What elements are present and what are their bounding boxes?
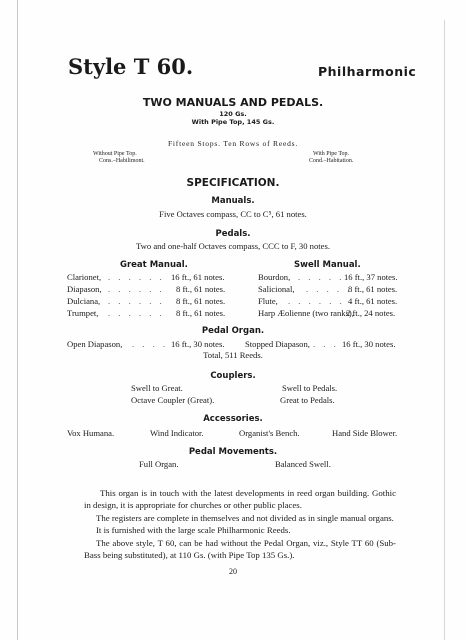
accessory-item: Vox Humana. xyxy=(67,428,115,438)
great-stop-row xyxy=(67,308,98,318)
stop-name: Dulciana, xyxy=(67,296,101,306)
specification-title: SPECIFICATION. xyxy=(186,177,280,189)
accessory-item: Organist's Bench. xyxy=(239,428,300,438)
couplers-title: Couplers. xyxy=(210,371,256,381)
swell-stop-detail: 8 ft., 61 notes. xyxy=(348,284,398,294)
description-paragraph: This organ is in touch with the latest developments in reed organ building. Gothic in design, it is appropriate for churches or other public places. xyxy=(84,488,396,511)
total-reeds: Total, 511 Reeds. xyxy=(203,350,263,360)
coupler-item: Great to Pedals. xyxy=(280,395,335,405)
stops-line: Fifteen Stops. Ten Rows of Reeds. xyxy=(167,139,299,148)
swell-manual-title: Swell Manual. xyxy=(294,260,361,270)
leader-dots: . . . xyxy=(313,339,339,349)
brand-name: Philharmonic xyxy=(318,64,417,79)
leader-dots: . . . . . xyxy=(298,272,345,282)
accessories-title: Accessories. xyxy=(203,414,263,424)
style-title: Style T 60. xyxy=(68,54,194,79)
great-stop-row xyxy=(67,296,100,306)
leader-dots: . . . . . . xyxy=(108,284,165,294)
pedal-movement-item: Full Organ. xyxy=(139,459,179,469)
pedal-stop-name: Stopped Diapason, xyxy=(245,339,310,349)
leader-dots: . . . . xyxy=(132,339,169,349)
pedal-stop-name: Open Diapason, xyxy=(67,339,123,349)
pedals-text: Two and one-half Octaves compass, CCC to F, 30 notes. xyxy=(136,241,330,251)
swell-stop-name: Salicional, xyxy=(258,284,295,294)
leader-dots: . . . . . . xyxy=(108,296,165,306)
with-pipe-top-note: With Pipe Top. xyxy=(313,151,350,157)
stop-detail: 8 ft., 61 notes. xyxy=(176,296,226,306)
description xyxy=(84,487,396,561)
leader-dots: . . . . . . xyxy=(108,308,165,318)
with-pipe-top-code: Cond.–Habitation. xyxy=(309,158,354,164)
description-paragraph: The registers are complete in themselves and not divided as in single manual organs. xyxy=(96,512,394,523)
stop-name: Trumpet, xyxy=(67,308,99,318)
pedal-organ-title: Pedal Organ. xyxy=(201,326,265,336)
coupler-item: Swell to Pedals. xyxy=(282,383,338,393)
swell-stop-detail: 2 ft., 24 notes. xyxy=(346,308,396,318)
swell-stop-detail: 16 ft., 37 notes. xyxy=(344,272,398,282)
coupler-item: Swell to Great. xyxy=(131,383,183,393)
description-paragraph: It is furnished with the large scale Philharmonic Reeds. xyxy=(96,525,291,536)
pedal-movement-item: Balanced Swell. xyxy=(275,459,331,469)
pedal-movements-title: Pedal Movements. xyxy=(188,447,278,457)
page-number: 20 xyxy=(229,567,237,576)
stop-detail: 16 ft., 61 notes. xyxy=(171,272,225,282)
swell-stop-name: Bourdon, xyxy=(258,272,291,282)
manuals-title: Manuals. xyxy=(211,196,255,206)
without-pipe-top-note: Without Pipe Top. xyxy=(93,151,137,157)
accessory-item: Wind Indicator. xyxy=(150,428,204,438)
stop-detail: 8 ft., 61 notes. xyxy=(176,308,226,318)
swell-stop-detail: 4 ft., 61 notes. xyxy=(348,296,398,306)
swell-stop-name: Harp Æolienne (two ranks), xyxy=(258,308,354,318)
pedals-title: Pedals. xyxy=(215,229,251,239)
coupler-item: Octave Coupler (Great). xyxy=(131,395,215,405)
great-stop-row xyxy=(67,284,102,294)
great-manual-title: Great Manual. xyxy=(120,260,188,270)
leader-dots: . . . . . . xyxy=(108,272,165,282)
pedal-stop-detail: 16 ft., 30 notes. xyxy=(342,339,396,349)
accessory-item: Hand Side Blower. xyxy=(332,428,398,438)
stop-name: Diapason, xyxy=(67,284,102,294)
stop-detail: 8 ft., 61 notes. xyxy=(176,284,226,294)
great-stop-row xyxy=(67,272,101,282)
leader-dots: . . . . . xyxy=(306,284,353,294)
price-line-1: 120 Gs. xyxy=(219,110,247,118)
stop-name: Clarionet, xyxy=(67,272,102,282)
leader-dots: . . . . . . . xyxy=(288,296,355,306)
price-line-2: With Pipe Top, 145 Gs. xyxy=(191,118,275,126)
description-paragraph: The above style, T 60, can be had without the Pedal Organ, viz., Style TT 60 (Sub-Bass being substituted), at 110 Gs. (with Pipe Top 135 Gs.). xyxy=(84,537,396,561)
swell-stop-name: Flute, xyxy=(258,296,278,306)
pedal-stop-detail: 16 ft., 30 notes. xyxy=(171,339,225,349)
without-pipe-top-code: Cons.–Habilimont. xyxy=(99,158,145,164)
manuals-text: Five Octaves compass, CC to C⁵, 61 notes. xyxy=(159,209,307,219)
intro-title: TWO MANUALS AND PEDALS. xyxy=(142,96,324,109)
